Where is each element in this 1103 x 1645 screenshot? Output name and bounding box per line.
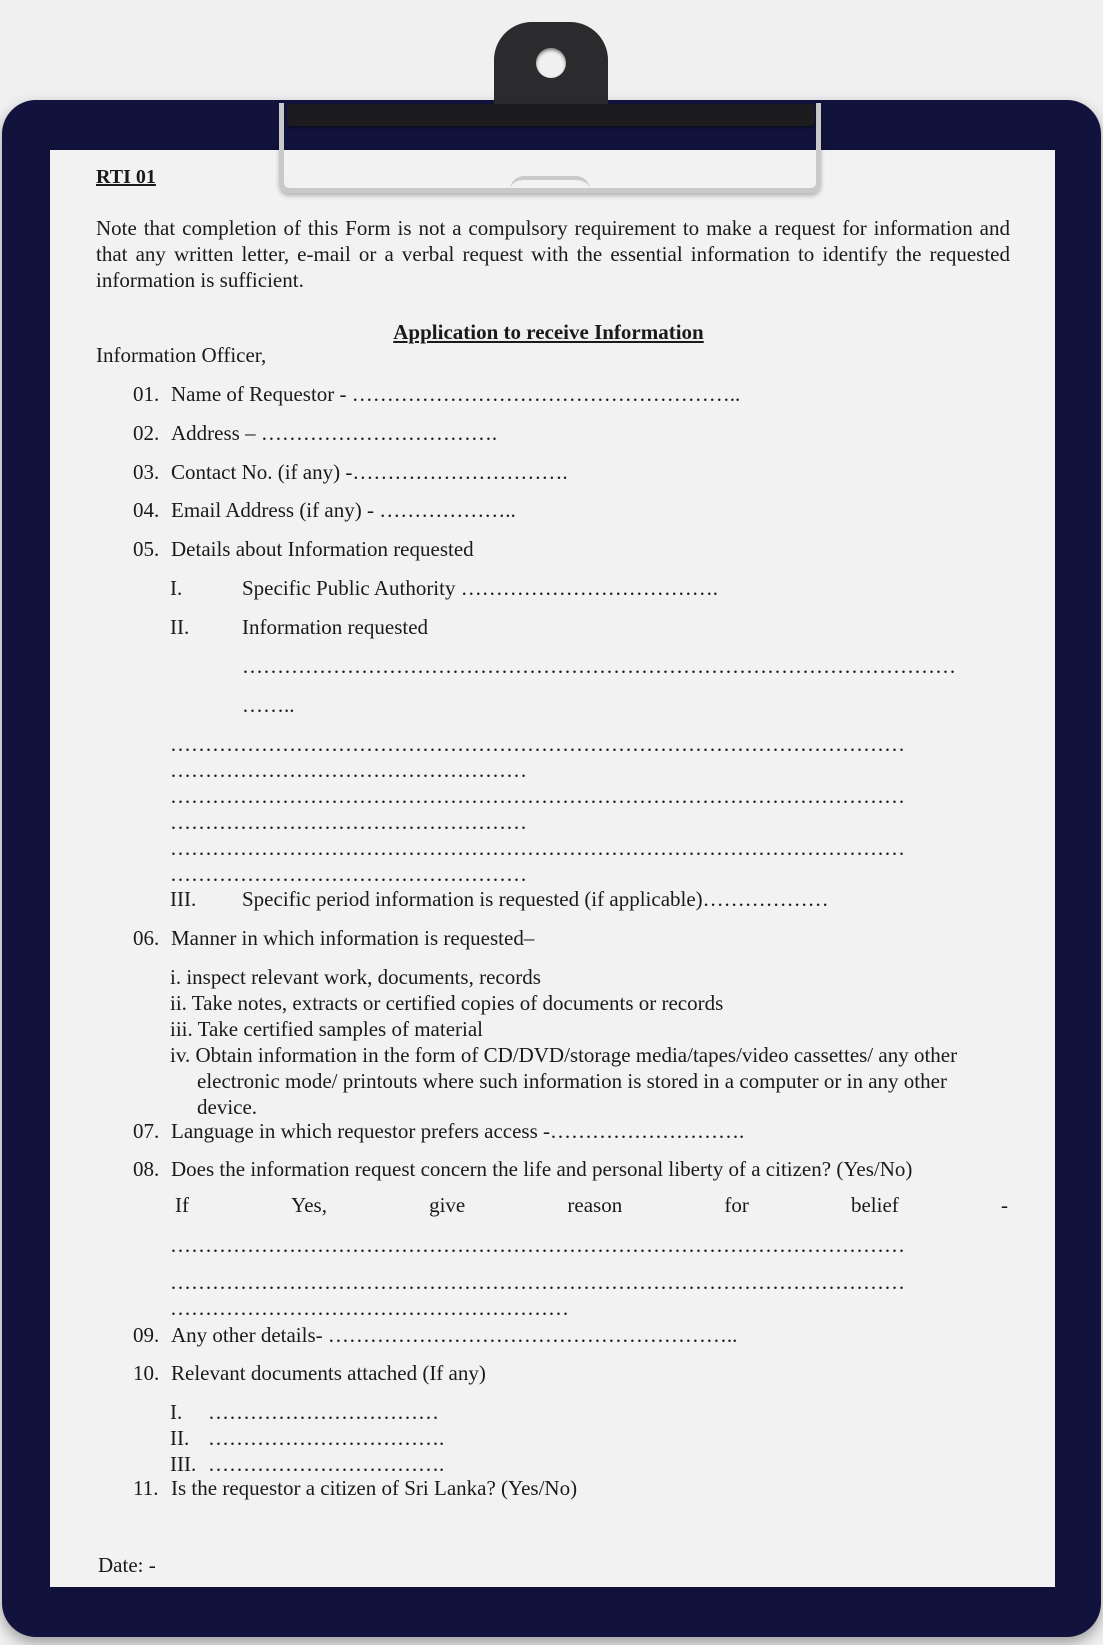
addressee: Information Officer, <box>96 343 267 367</box>
other-details-field: Any other details- ………………………………………………….. <box>171 1323 738 1347</box>
item-10: 10. Relevant documents attached (If any) <box>133 1361 486 1385</box>
item-01: 01. Name of Requestor - ……………………………………………….. <box>133 382 741 406</box>
contact-no-field: Contact No. (if any) -…………………………. <box>171 460 568 484</box>
manner-option-i: i. inspect relevant work, documents, records <box>170 965 541 989</box>
item-11: 11. Is the requestor a citizen of Sri Lanka? (Yes/No) <box>133 1476 578 1500</box>
reason-line: …………………………………………………………………………………………… <box>170 1233 905 1257</box>
reason-for-belief-row: If Yes, give reason for belief - <box>175 1193 1008 1217</box>
clip-bar <box>287 104 815 126</box>
attached-doc-iii: III. ……………………………. <box>170 1452 445 1476</box>
detail-line: …………………………………………………………………………………………… <box>170 784 905 808</box>
item-09: 09. Any other details- ………………………………………………….. <box>133 1323 738 1347</box>
item-04: 04. Email Address (if any) - ……………….. <box>133 498 516 522</box>
item-06: 06. Manner in which information is requested– <box>133 926 535 950</box>
detail-line: …………………………………………… <box>170 862 527 886</box>
clip-hole <box>536 48 566 78</box>
manner-option-ii: ii. Take notes, extracts or certified copies of documents or records <box>170 991 724 1015</box>
information-requested-line-2: …….. <box>242 693 295 717</box>
item-05-ii: II. Information requested <box>170 615 429 639</box>
manner-option-iv-cont: electronic mode/ printouts where such information is stored in a computer or in any other <box>197 1069 947 1093</box>
reason-line: ………………………………………………… <box>170 1296 569 1320</box>
date-label: Date: - <box>98 1553 156 1577</box>
address-field: Address – ……………………………. <box>171 421 498 445</box>
item-02: 02. Address – ……………………………. <box>133 421 498 445</box>
email-address-field: Email Address (if any) - ……………….. <box>171 498 516 522</box>
form-heading: Application to receive Information <box>393 320 704 344</box>
detail-line: …………………………………………… <box>170 758 527 782</box>
detail-line: …………………………………………………………………………………………… <box>170 732 905 756</box>
manner-option-iv: iv. Obtain information in the form of CD/DVD/storage media/tapes/video cassettes/ any other <box>170 1043 958 1067</box>
item-05: 05. Details about Information requested <box>133 537 474 561</box>
manner-option-iv-cont: device. <box>197 1095 258 1119</box>
attached-doc-i: I. …………………………… <box>170 1400 439 1424</box>
item-03: 03. Contact No. (if any) -…………………………. <box>133 460 568 484</box>
form-note: Note that completion of this Form is not a compulsory requirement to make a request for information and that any written letter, e-mail or a verbal request with the essential information to identify the requested information is sufficient. <box>96 216 1010 292</box>
specific-period-field: Specific period information is requested (if applicable)……………… <box>242 887 829 911</box>
item-05-iii: III. Specific period information is requested (if applicable)……………… <box>170 887 829 911</box>
item-05-i: I. Specific Public Authority ………………………………. <box>170 576 718 600</box>
attached-doc-ii: II. ……………………………. <box>170 1426 445 1450</box>
detail-line: …………………………………………… <box>170 810 527 834</box>
language-field: Language in which requestor prefers access -………………………. <box>171 1119 745 1143</box>
item-08: 08. Does the information request concern the life and personal liberty of a citizen? (Yes/No) <box>133 1157 913 1181</box>
item-07: 07. Language in which requestor prefers access -………………………. <box>133 1119 745 1143</box>
information-requested-line-1: ………………………………………………………………………………………… <box>242 654 956 678</box>
name-of-requestor-field: Name of Requestor - ……………………………………………….. <box>171 382 741 406</box>
clip-notch <box>510 176 590 190</box>
form-code: RTI 01 <box>96 166 156 188</box>
public-authority-field: Specific Public Authority ………………………………. <box>242 576 718 600</box>
manner-option-iii: iii. Take certified samples of material <box>170 1017 484 1041</box>
detail-line: …………………………………………………………………………………………… <box>170 836 905 860</box>
reason-line: …………………………………………………………………………………………… <box>170 1270 905 1294</box>
